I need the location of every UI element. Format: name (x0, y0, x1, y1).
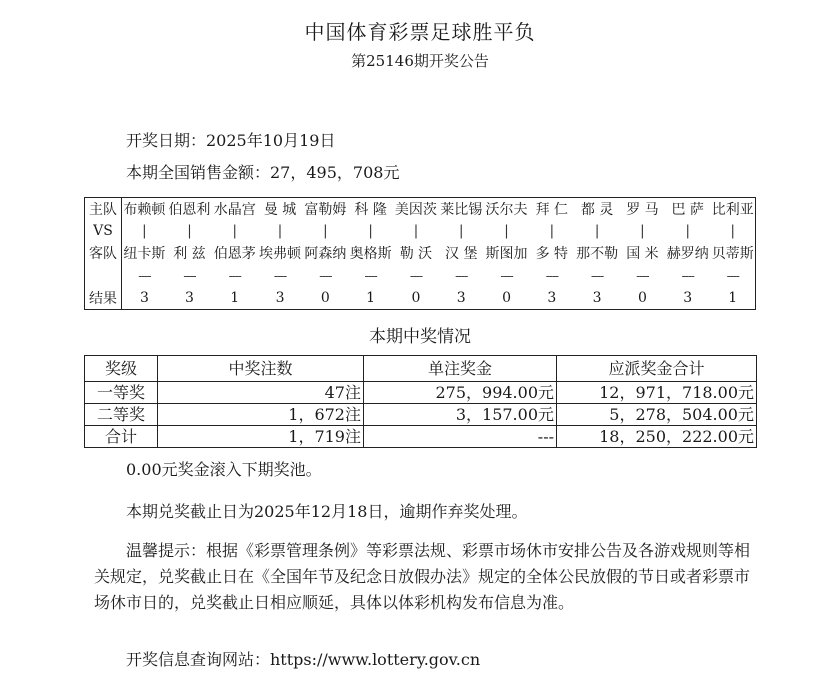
vs-divider: | (594, 223, 600, 240)
match-result: 1 (230, 290, 240, 307)
row-label-home: 主队 (85, 198, 122, 220)
away-team: 那不勒 (576, 246, 619, 263)
vs-divider: | (685, 223, 691, 240)
issue-subtitle: 第25146期开奖公告 (351, 52, 489, 70)
home-team: 沃尔夫 (485, 201, 528, 218)
away-team: 国 米 (626, 246, 659, 263)
home-team: 都 灵 (580, 201, 614, 218)
home-team: 比利亚 (711, 201, 754, 218)
away-team: 贝蒂斯 (711, 246, 754, 263)
separator-dash: ---- (500, 268, 513, 283)
vs-divider: | (277, 223, 283, 240)
prize-total: 12，971，718.00元 (557, 382, 757, 404)
separator-dash: ---- (726, 268, 739, 283)
row-label-result: 结果 (85, 287, 122, 309)
match-result: 3 (139, 290, 149, 307)
home-team: 莱比锡 (440, 201, 483, 218)
home-team: 拜 仁 (535, 201, 569, 218)
prize-count: 1，719注 (158, 426, 364, 448)
home-team: 富勒姆 (304, 201, 347, 218)
match-result: 3 (547, 290, 557, 307)
prize-count: 47注 (158, 382, 364, 404)
row-label-away: 客队 (85, 242, 122, 264)
vs-divider: | (187, 223, 192, 240)
vs-divider: | (142, 223, 147, 240)
vs-divider: | (549, 223, 555, 240)
vs-divider: | (504, 223, 509, 240)
prize-single: --- (364, 426, 557, 448)
website-note: 开奖信息查询网站：https://www.lottery.gov.cn (126, 650, 481, 669)
separator-dash: ---- (591, 268, 604, 283)
match-result: 3 (592, 290, 602, 307)
away-team: 埃弗顿 (259, 246, 302, 263)
prize-level: 合计 (85, 426, 158, 448)
away-team: 利 兹 (173, 246, 206, 263)
home-team: 水晶宫 (213, 201, 256, 218)
prize-table (84, 355, 757, 448)
vs-divider: | (232, 223, 238, 240)
row-label-vs: VS (85, 220, 122, 242)
prize-total: 18，250，222.00元 (557, 426, 757, 448)
deadline-note: 本期兑奖截止日为2025年12月18日，逾期作弃奖处理。 (126, 502, 528, 521)
prize-row-sum (85, 426, 757, 448)
separator-dash: ---- (138, 268, 151, 283)
separator-dash: ---- (228, 268, 241, 283)
prize-total: 5，278，504.00元 (557, 404, 757, 426)
separator-dash: ---- (319, 268, 332, 283)
home-team: 美因茨 (394, 201, 437, 218)
vs-row (85, 220, 756, 242)
away-team: 勒 沃 (399, 246, 433, 263)
match-result: 0 (637, 290, 647, 307)
home-team: 科 隆 (354, 201, 387, 218)
match-result: 0 (502, 290, 511, 307)
prize-heading: 本期中奖情况 (369, 327, 471, 347)
vs-divider: | (413, 223, 419, 240)
row-label-empty (85, 265, 122, 287)
vs-divider: | (322, 223, 328, 240)
prize-single: 3，157.00元 (364, 404, 557, 426)
vs-divider: | (730, 223, 736, 240)
match-result: 3 (275, 290, 285, 307)
separator-row (85, 265, 756, 287)
prize-level: 一等奖 (85, 382, 158, 404)
match-result: 3 (456, 290, 466, 307)
away-team: 多 特 (535, 246, 569, 263)
vs-divider: | (458, 223, 464, 240)
page-title: 中国体育彩票足球胜平负 (304, 20, 536, 44)
match-result: 0 (411, 290, 421, 307)
home-team: 布赖顿 (123, 201, 166, 218)
separator-dash: ---- (636, 268, 649, 283)
col-header-level: 奖级 (85, 356, 158, 382)
rollover-note: 0.00元奖金滚入下期奖池。 (126, 460, 322, 479)
match-result: 1 (366, 290, 376, 307)
prize-row-second (85, 404, 757, 426)
home-team: 伯恩利 (168, 201, 211, 218)
prize-row-first (85, 382, 757, 404)
separator-dash: ---- (409, 268, 423, 283)
vs-divider: | (640, 223, 645, 240)
away-team: 斯图加 (485, 246, 528, 263)
warm-tip: 温馨提示：根据《彩票管理条例》等彩票法规、彩票市场休市安排公告及各游戏规则等相关规定，兑奖截止日在《全国年节及纪念日放假办法》规定的全体公民放假的节日或者彩票市场休市日的，兑奖截止日相应顺延，具体以体彩机构发布信息为准。 (94, 541, 751, 612)
separator-dash: ---- (364, 268, 377, 283)
prize-header-row (85, 356, 757, 382)
home-team: 罗 马 (626, 201, 659, 218)
prize-count: 1，672注 (158, 404, 364, 426)
match-result: 0 (320, 290, 330, 307)
draw-date: 开奖日期：2025年10月19日 (126, 131, 336, 150)
home-team-row (85, 198, 756, 220)
home-team: 巴 萨 (671, 201, 704, 218)
match-table (84, 197, 756, 310)
match-result: 3 (184, 290, 194, 307)
home-team: 曼 城 (263, 201, 297, 218)
away-team-row (85, 242, 756, 264)
away-team: 阿森纳 (304, 246, 347, 263)
separator-dash: ---- (681, 268, 694, 283)
col-header-total: 应派奖金合计 (557, 356, 757, 382)
away-team: 伯恩茅 (213, 246, 256, 263)
prize-single: 275，994.00元 (364, 382, 557, 404)
separator-dash: ---- (183, 268, 196, 283)
away-team: 纽卡斯 (123, 246, 166, 263)
vs-divider: | (368, 223, 373, 240)
away-team: 赫罗纳 (666, 246, 709, 263)
sales-amount: 本期全国销售金额：27，495，708元 (126, 163, 400, 182)
separator-dash: ---- (545, 268, 558, 283)
separator-dash: ---- (455, 268, 468, 283)
match-result: 1 (728, 290, 738, 307)
prize-level: 二等奖 (85, 404, 158, 426)
col-header-single: 单注奖金 (364, 356, 557, 382)
away-team: 奥格斯 (349, 246, 392, 263)
result-row (85, 287, 756, 309)
match-result: 3 (683, 290, 693, 307)
separator-dash: ---- (273, 268, 287, 283)
away-team: 汉 堡 (445, 246, 478, 263)
col-header-count: 中奖注数 (158, 356, 364, 382)
